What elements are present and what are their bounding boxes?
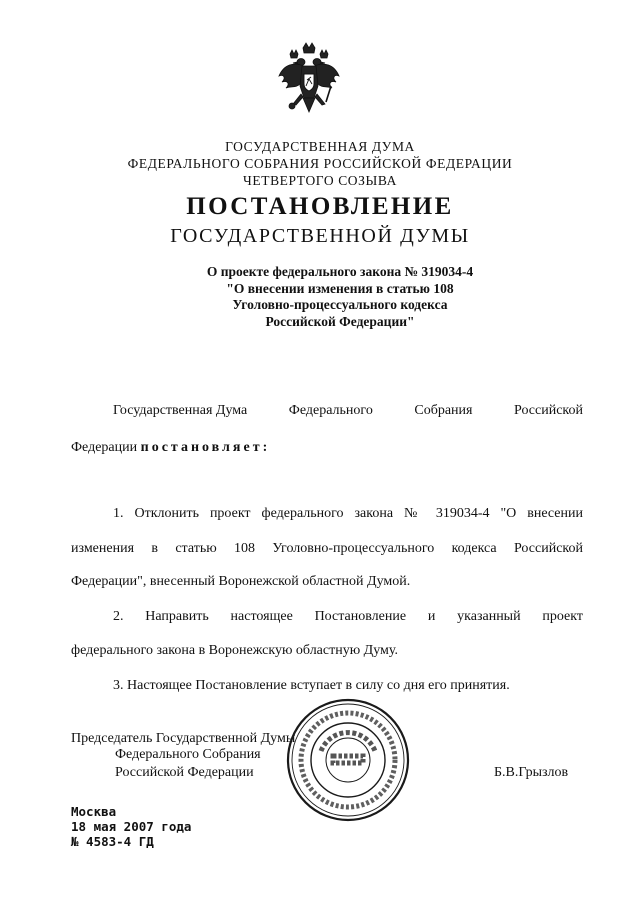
- footer-number: № 4583-4 ГД: [71, 834, 154, 849]
- coat-of-arms-emblem: [276, 42, 342, 122]
- document-subject: [150, 264, 530, 330]
- item-1-line-2: изменения в статью 108 Уголовно-процессуального кодекса Российской: [71, 541, 583, 556]
- header-line-duma: ГОСУДАРСТВЕННАЯ ДУМА: [225, 139, 415, 154]
- preamble-word: Собрания: [414, 403, 473, 418]
- preamble-resolves: постановляет:: [140, 440, 271, 455]
- header-line-federal-assembly: ФЕДЕРАЛЬНОГО СОБРАНИЯ РОССИЙСКОЙ ФЕДЕРАЦИИ: [127, 156, 513, 171]
- signature-position-line-2: Федерального Собрания: [115, 747, 261, 762]
- subject-line: Российской Федерации": [265, 313, 415, 329]
- round-stamp: [283, 695, 413, 825]
- item-2-line-1: 2. Направить настоящее Постановление и указанный проект: [113, 609, 583, 624]
- subject-line: Уголовно-процессуального кодекса: [232, 297, 448, 312]
- item-1-line-1: 1. Отклонить проект федерального закона № 319034-4 "О внесении: [113, 506, 583, 521]
- document-title: ПОСТАНОВЛЕНИЕ: [186, 193, 454, 220]
- preamble-word: Российской: [514, 403, 583, 418]
- item-1-line-3: Федерации", внесенный Воронежской областной Думой.: [71, 574, 411, 589]
- preamble-line-1: [113, 402, 583, 420]
- signature-position-line-3: Российской Федерации: [115, 765, 254, 780]
- item-2-line-2: федерального закона в Воронежскую областную Думу.: [71, 643, 399, 658]
- item-3-line-1: 3. Настоящее Постановление вступает в силу со дня его принятия.: [113, 678, 510, 693]
- preamble-word: Федерального: [288, 403, 373, 418]
- preamble-federation: Федерации: [71, 440, 141, 455]
- header-line-convocation: ЧЕТВЕРТОГО СОЗЫВА: [243, 173, 397, 188]
- footer-city: Москва: [71, 804, 117, 819]
- signature-position-line-1: Председатель Государственной Думы: [71, 731, 296, 746]
- footer-date: 18 мая 2007 года: [71, 819, 192, 834]
- preamble-word: Государственная Дума: [113, 403, 248, 418]
- preamble-line-2: [71, 439, 270, 457]
- document-subtitle: ГОСУДАРСТВЕННОЙ ДУМЫ: [170, 225, 470, 247]
- subject-line: О проекте федерального закона № 319034-4: [206, 264, 474, 279]
- subject-line: "О внесении изменения в статью 108: [226, 280, 454, 296]
- signatory-name: Б.В.Грызлов: [494, 765, 569, 780]
